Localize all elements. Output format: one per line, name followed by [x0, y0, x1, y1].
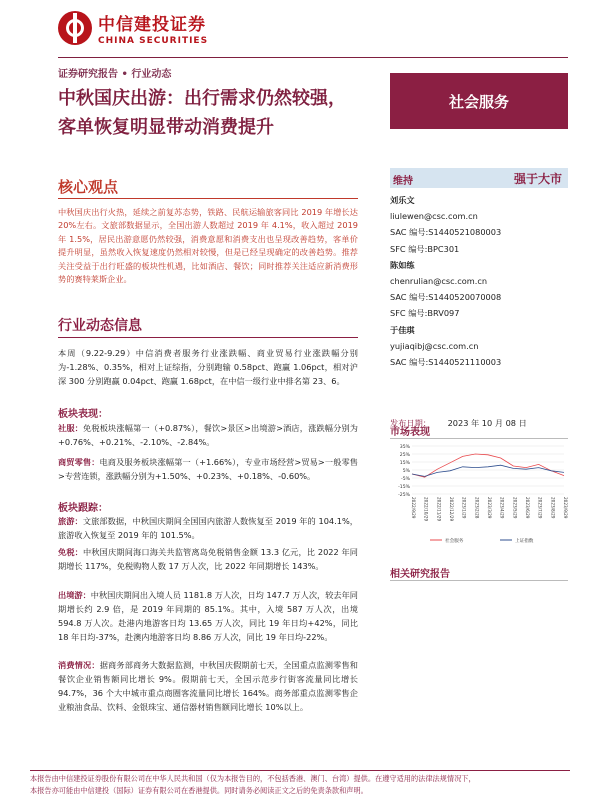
chart-legend-label: 社会服务: [445, 539, 464, 544]
report-category: 证券研究报告 • 行业动态: [58, 69, 172, 80]
track-tourism-text: 文旅部数据，中秋国庆期间全国国内旅游人数恢复至 2019 年的 104.1%，旅游收入恢复至 2019 年的 101.5%。: [58, 516, 358, 540]
track-consume-text: 据商务部商务大数据监测，中秋国庆假期前七天，全国重点监测零售和餐饮企业销售额同比增长 9%。假期前七天，全国示范步行街客流量同比增长 94.7%，36 个大中城市重点商圈客流量同比增长 164%。商务部重点监测零售企业粮油食品、饮料、金银珠宝、通信器材销售额同比增长 10%以上。: [58, 660, 358, 712]
analyst-name: 于佳琪: [390, 324, 415, 335]
analyst-2: [390, 257, 568, 322]
analyst-email[interactable]: yujiaqibj@csc.com.cn: [390, 340, 479, 351]
chart-x-tick: 2022/10/29: [423, 497, 429, 522]
chart-y-tick: 15%: [399, 461, 410, 466]
industry-heading: 行业动态信息: [58, 318, 142, 334]
analyst-sac: SAC 编号:S1440521080003: [390, 227, 502, 238]
perf-retail-lead: 商贸零售：: [58, 457, 100, 467]
chart-x-tick: 2023/9/29: [563, 497, 568, 519]
header-divider: [58, 57, 568, 58]
track-tourism-lead: 旅游：: [58, 516, 83, 526]
analyst-email[interactable]: chenrulian@csc.com.cn: [390, 276, 488, 287]
report-title: 中秋国庆出游：出行需求仍然较强，客单恢复明显带动消费提升: [58, 88, 346, 138]
chart-legend-label: 上证指数: [515, 539, 534, 544]
footer-disclaimer: [30, 773, 570, 796]
core-divider: [58, 198, 358, 199]
analyst-name: 陈如练: [390, 259, 415, 270]
chart-y-tick: -15%: [398, 485, 410, 490]
analyst-name: 刘乐文: [390, 195, 415, 205]
footer-line-2: 本报告亦可能由中信建投（国际）证券有限公司在香港提供。同时请务必阅读正文之后的免责条款和声明。: [30, 785, 368, 795]
chart-x-tick: 2022/12/29: [449, 497, 454, 522]
publish-value: 2023 年 10 月 08 日: [447, 418, 527, 428]
chart-x-tick: 2023/7/29: [537, 497, 543, 519]
analyst-email[interactable]: liulewen@csc.com.cn: [390, 211, 478, 222]
industry-divider: [58, 337, 358, 338]
market-chart: [390, 440, 568, 550]
chart-y-tick: 25%: [399, 453, 410, 458]
perf-social-text: 免税板块涨幅第一（+0.87%），餐饮>景区>出境游>酒店，涨跌幅分别为+0.76%、+0.21%、-2.10%、-2.84%。: [58, 423, 358, 447]
analyst-sac: SAC 编号:S1440521110003: [390, 357, 502, 368]
related-heading: 相关研究报告: [390, 569, 450, 580]
perf-heading: 板块表现：: [58, 409, 108, 420]
chart-x-tick: 2023/2/28: [474, 497, 480, 519]
chart-x-tick: 2023/8/29: [550, 497, 556, 519]
track-consume: [58, 658, 358, 714]
analyst-3: [390, 322, 568, 371]
core-heading: 核心观点: [58, 178, 119, 196]
related-divider: [390, 580, 568, 581]
core-body: 中秋国庆出行火热，延续之前复苏态势，铁路、民航运输旅客同比 2019 年增长达 20%左右。文旅部数据显示，全国出游人数超过 2019 年 4.1%，收入超过 2019 年 1.5%，居民出游意愿仍然较强，消费意愿和消费支出也呈现改善趋势，客单价提升明显，虽然收入恢复速度仍然相对较慢，但是已经呈现确定的改善趋势。推荐关注受益于出行旺盛的板块性机遇，比如酒店、餐饮；同时推荐关注适应新消费形势的赛特莱斯企业。: [58, 207, 358, 285]
analyst-sfc: SFC 编号:BPC301: [390, 243, 460, 254]
perf-retail: [58, 455, 358, 483]
company-logo: [58, 10, 208, 46]
chart-x-tick: 2023/5/29: [512, 497, 518, 519]
analyst-sac: SAC 编号:S1440520070008: [390, 292, 502, 303]
analyst-list: [390, 192, 568, 370]
track-dutyfree-lead: 免税：: [58, 547, 84, 557]
chart-y-tick: -5%: [401, 477, 410, 482]
footer-divider: [30, 770, 570, 771]
chart-y-tick: 35%: [399, 445, 410, 450]
track-outbound: [58, 588, 358, 644]
track-heading: 板块跟踪：: [58, 503, 108, 514]
chart-series-line: [412, 454, 564, 477]
track-outbound-lead: 出境游：: [58, 590, 91, 600]
industry-intro: 本周（9.22-9.29）中信消费者服务行业涨跌幅、商业贸易行业涨跌幅分别为-1.28%、0.35%，相对上证综指，分别跑输 0.58pct、跑赢 1.06pct，相对沪深 300 分别跑赢 0.04pct、跑赢 1.68pct，在中信一级行业中排名第 23、6。: [58, 348, 358, 386]
market-heading: 市场表现: [390, 427, 430, 438]
track-dutyfree-text: 中秋国庆期间海口海关共监管离岛免税销售金额 13.3 亿元，比 2022 年同期增长 117%，免税购物人数 17 万人次，比 2022 年同期增长 143%。: [58, 547, 358, 571]
track-consume-lead: 消费情况：: [58, 660, 100, 670]
chart-x-tick: 2023/1/29: [461, 497, 467, 519]
logo-mark-icon: [58, 11, 92, 45]
chart-x-tick: 2023/6/29: [525, 497, 530, 519]
perf-social: [58, 421, 358, 449]
analyst-sfc: SFC 编号:BRV097: [390, 308, 460, 319]
chart-x-tick: 2022/9/29: [411, 497, 416, 519]
chart-y-tick: 5%: [402, 469, 410, 474]
chart-x-tick: 2023/4/29: [499, 497, 505, 519]
chart-x-tick: 2022/11/29: [436, 497, 442, 522]
logo-name-en: CHINA SECURITIES: [98, 36, 209, 46]
analyst-1: [390, 192, 568, 257]
rating-bar: [390, 168, 568, 188]
chart-x-tick: 2023/3/29: [487, 497, 492, 519]
perf-retail-text: 电商及服务板块涨幅第一（+1.66%），专业市场经营>贸易>一般零售>专营连锁，涨跌幅分别为+1.50%、+0.23%、+0.18%、-0.60%。: [58, 457, 358, 481]
sector-badge: 社会服务: [390, 73, 568, 129]
track-tourism: [58, 514, 358, 542]
publish-label: 发布日期：: [390, 418, 431, 428]
track-dutyfree: [58, 545, 358, 573]
rating-label: 维持: [393, 176, 413, 187]
perf-social-lead: 社服：: [58, 423, 84, 433]
track-outbound-text: 中秋国庆期间出入境人员 1181.8 万人次，日均 147.7 万人次，较去年同期增长约 2.9 倍，是 2019 年同期的 85.1%。其中，入境 587 万人次，出境 594.8 万人次。赴港内地游客日均 13.65 万人次，同比 19 年日均+42%，同比 18 年日均-37%，赴澳内地游客日均 8.86 万人次，同比 19 年日均-22%。: [58, 590, 358, 642]
rating-value: 强于大市: [513, 172, 562, 186]
footer-line-1: 本报告由中信建投证券股份有限公司在中华人民共和国（仅为本报告目的，不包括香港、澳门、台湾）提供。在遵守适用的法律法规情况下，: [30, 774, 476, 783]
market-divider: [390, 438, 568, 439]
chart-y-tick: -25%: [398, 493, 410, 498]
logo-name-cn: 中信建投证券: [98, 15, 206, 35]
